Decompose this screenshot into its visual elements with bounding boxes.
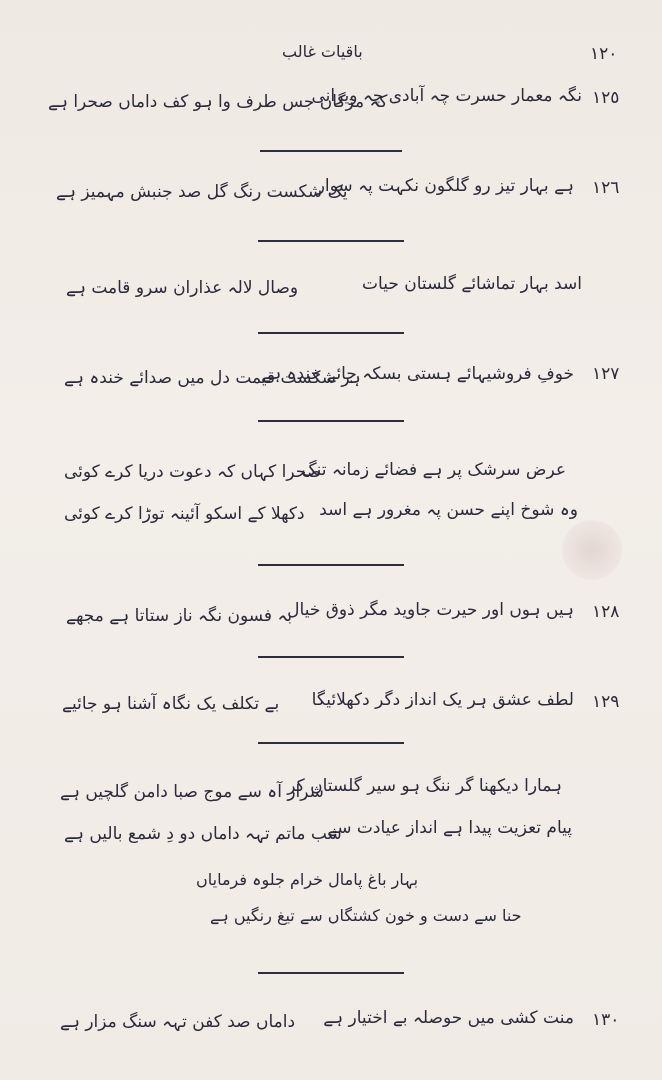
- verse-left-hemistich: صحرا کہاں کہ دعوت دریا کرے کوئی: [64, 462, 322, 482]
- verse-left-hemistich: شرار آہ سے موج صبا دامن گلچیں ہے: [60, 782, 324, 802]
- verse-number: ١٢٦: [592, 178, 620, 198]
- divider: [258, 332, 404, 334]
- verse-number: ١٢٩: [592, 692, 620, 712]
- verse-number: ١٢٧: [592, 364, 620, 384]
- verse-right-hemistich: منت کشی میں حوصلہ بے اختیار ہے: [323, 1008, 574, 1028]
- verse-right-hemistich: پیام تعزیت پیدا ہے انداز عیادت سے: [327, 818, 572, 838]
- verse-right-hemistich: ہے بہار تیز رو گلگون نکہت پہ سوار: [316, 176, 574, 196]
- verse-right-hemistich: لطف عشق ہر یک انداز دگر دکھلائیگا: [311, 690, 574, 710]
- verse-right-hemistich: نگہ معمار حسرت چہ آبادی چہ ویرانی: [311, 86, 582, 106]
- page-number: ١٢٠: [590, 44, 618, 64]
- verse-right-hemistich: اسد بہار تماشائے گلستان حیات: [362, 274, 582, 294]
- divider: [258, 972, 404, 974]
- verse-left-hemistich: بے تکلف یک نگاہ آشنا ہو جائیے: [62, 694, 280, 714]
- divider: [258, 742, 404, 744]
- verse-left-hemistich: یک شکست رنگ گل صد جنبش مہمیز ہے: [56, 182, 348, 202]
- verse-right-hemistich: ہمارا دیکھنا گر ننگ ہو سیر گلستاں کر: [287, 776, 562, 796]
- divider: [260, 150, 402, 152]
- verse-right-hemistich: ہیں ہوں اور حیرت جاوید مگر ذوق خیال: [287, 600, 574, 620]
- verse-left-hemistich: داماں صد کفن تہہ سنگ مزار ہے: [60, 1012, 296, 1032]
- verse-right-hemistich: وہ شوخ اپنے حسن پہ مغرور ہے اسد: [319, 500, 578, 520]
- center-verse-line: بہار باغ پامال خرام جلوہ فرمایاں: [196, 870, 419, 889]
- verse-left-hemistich: وصال لالہ عذاران سرو قامت ہے: [66, 278, 299, 298]
- verse-number: ١٢٥: [592, 88, 620, 108]
- page-title: باقیات غالب: [282, 42, 363, 61]
- divider: [258, 656, 404, 658]
- divider: [258, 240, 404, 242]
- verse-left-hemistich: بہ فسون نگہ ناز ستاتا ہے مجھے: [66, 606, 293, 626]
- center-verse-line: حنا سے دست و خون کشتگاں سے تیغ رنگیں ہے: [210, 906, 522, 925]
- verse-right-hemistich: خوفِ فروشیہائے ہستی بسکہ جائے خندہ ہے: [261, 364, 574, 384]
- verse-right-hemistich: عرض سرشک پر ہے فضائے زمانہ تنگ: [301, 460, 566, 480]
- verse-left-hemistich: دکھلا کے اسکو آئینہ توڑا کرے کوئی: [64, 504, 305, 524]
- verse-left-hemistich: شب ماتم تہہ داماں دو دِ شمع بالیں ہے: [64, 824, 342, 844]
- verse-left-hemistich: کہ مژگاں جس طرف وا ہو کف داماں صحرا ہے: [48, 92, 388, 112]
- verse-number: ١٣٠: [592, 1010, 620, 1030]
- verse-number: ١٢٨: [592, 602, 620, 622]
- verse-left-hemistich: ہر شکست قیمت دل میں صدائے خندہ ہے: [64, 368, 361, 388]
- divider: [258, 564, 404, 566]
- divider: [258, 420, 404, 422]
- paper-stain: [562, 520, 622, 580]
